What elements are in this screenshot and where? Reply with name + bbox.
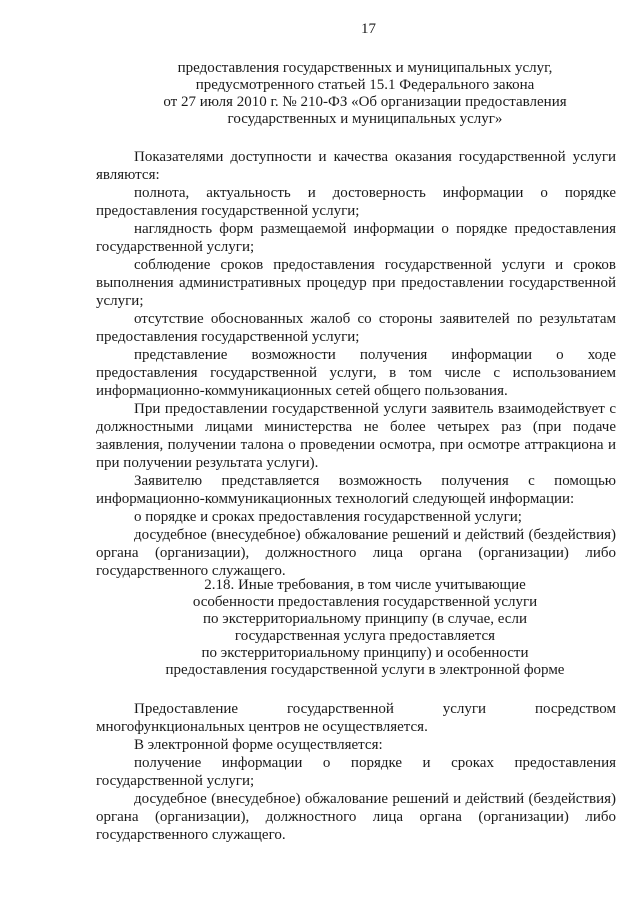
section-heading-line: по экстерриториальному принципу (в случае, если bbox=[203, 611, 527, 627]
list-item: представление возможности получения информации о ходе предоставления государственной услуги, в том числе с использованием информационно-коммуникационных сетей общего пользования. bbox=[96, 347, 616, 399]
list-item: соблюдение сроков предоставления государственной услуги и сроков выполнения административных процедур при предоставлении государственной услуги; bbox=[96, 257, 616, 309]
section-heading-line: 2.18. Иные требования, в том числе учитывающие bbox=[204, 577, 526, 593]
list-item: отсутствие обоснованных жалоб со стороны заявителей по результатам предоставления государственной услуги; bbox=[96, 311, 616, 345]
accessibility-indicators-section bbox=[96, 148, 616, 580]
section-heading bbox=[100, 577, 630, 679]
header-heading-line: от 27 июля 2010 г. № 210-ФЗ «Об организации предоставления bbox=[163, 94, 567, 110]
page-number: 17 bbox=[361, 21, 376, 37]
section-heading-line: государственная услуга предоставляется bbox=[234, 628, 496, 644]
section-heading-line: особенности предоставления государственной услуги bbox=[192, 594, 538, 610]
list-item: полнота, актуальность и достоверность информации о порядке предоставления государственной услуги; bbox=[96, 185, 616, 219]
paragraph: Заявителю представляется возможность получения с помощью информационно-коммуникационных технологий следующей информации: bbox=[96, 473, 616, 507]
header-heading bbox=[100, 60, 630, 128]
header-heading-line: предоставления государственных и муниципальных услуг, bbox=[177, 60, 553, 76]
header-heading-line: государственных и муниципальных услуг» bbox=[227, 111, 503, 127]
section-heading-line: предоставления государственной услуги в электронной форме bbox=[165, 662, 565, 678]
list-item: о порядке и сроках предоставления государственной услуги; bbox=[134, 509, 522, 525]
paragraph: При предоставлении государственной услуги заявитель взаимодействует с должностными лицами министерства не более четырех раз (при подаче заявления, получении талона о проведении осмотра, при осмотре аттракциона и при получении результата услуги). bbox=[96, 401, 616, 471]
section-heading-line: по экстерриториальному принципу) и особенности bbox=[201, 645, 529, 661]
list-item: получение информации о порядке и сроках предоставления государственной услуги; bbox=[96, 755, 616, 789]
header-heading-line: предусмотренного статьей 15.1 Федерального закона bbox=[195, 77, 535, 93]
list-item: досудебное (внесудебное) обжалование решений и действий (бездействия) органа (организации), должностного лица органа (организации) либо государственного служащего. bbox=[96, 791, 616, 843]
paragraph: В электронной форме осуществляется: bbox=[134, 737, 383, 753]
paragraph: Показателями доступности и качества оказания государственной услуги являются: bbox=[96, 149, 616, 183]
list-item: досудебное (внесудебное) обжалование решений и действий (бездействия) органа (организации), должностного лица органа (организации) либо государственного служащего. bbox=[96, 527, 616, 579]
list-item: наглядность форм размещаемой информации о порядке предоставления государственной услуги; bbox=[96, 221, 616, 255]
paragraph: Предоставление государственной услуги посредством многофункциональных центров не осуществляется. bbox=[96, 701, 616, 735]
electronic-form-section bbox=[96, 700, 616, 844]
